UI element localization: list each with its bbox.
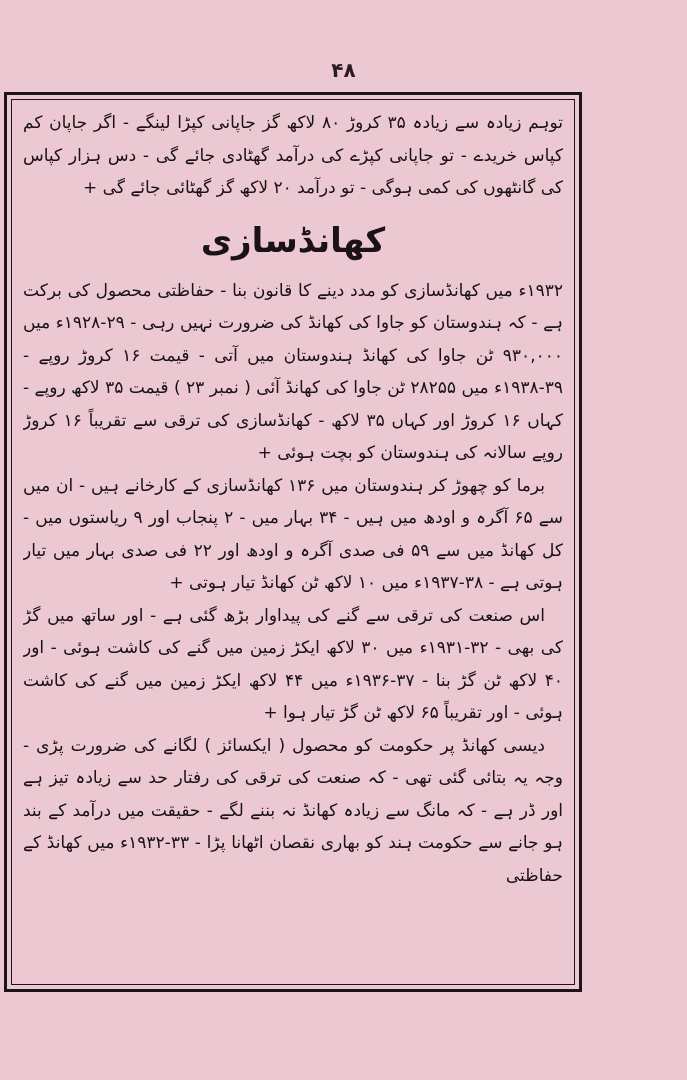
text-frame [4,92,582,992]
paragraph-2: برما کو چھوڑ کر ہندوستان میں ۱۳۶ کھانڈسازی کے کارخانے ہیں - ان میں سے ۶۵ آگرہ و اودھ میں ہیں - ۳۴ بہار میں - ۲ پنجاب اور ۹ ریاستوں میں - کل کھانڈ میں سے ۵۹ فی صدی آگرہ و اودھ اور ۲۲ فی صدی بہار میں تیار ہوتی ہے - ۳۸-۱۹۳۷ء میں ۱۰ لاکھ ٹن کھانڈ تیار ہوتی + [23,475,563,593]
section-heading: کھانڈسازی [200,220,386,261]
page-body [23,107,563,979]
paragraph-4: دیسی کھانڈ پر حکومت کو محصول ( ایکسائز ) لگانے کی ضرورت پڑی - وجہ یہ بتائی گئی تھی - کہ صنعت کی ترقی کی رفتار حد سے زیادہ تیز ہے اور ڈر ہے - کہ مانگ سے زیادہ کھانڈ نہ بننے لگے - حقیقت میں درآمد کے بند ہو جانے سے حکومت ہند کو بھاری نقصان اٹھانا پڑا - ۳۳-۱۹۳۲ء میں کھانڈ کے حفاظتی [23,735,563,886]
intro-paragraph: توہم زیادہ سے زیادہ ۳۵ کروڑ ۸۰ لاکھ گز جاپانی کپڑا لینگے - اگر جاپان کم کپاس خریدے - تو جاپانی کپڑے کی درآمد گھٹادی جائے گی - دس ہزار کپاس کی گانٹھوں کی کمی ہوگی - تو درآمد ۲۰ لاکھ گز گھٹائی جائے گی + [23,113,563,198]
paragraph-3: اس صنعت کی ترقی سے گنے کی پیداوار بڑھ گئی ہے - اور ساتھ میں گڑ کی بھی - ۳۲-۱۹۳۱ء میں ۳۰ لاکھ ایکڑ زمین میں گنے کی کاشت ہوئی - اور ۴۰ لاکھ ٹن گڑ بنا - ۳۷-۱۹۳۶ء میں ۴۴ لاکھ ایکڑ زمین میں گنے کی کاشت ہوئی - اور تقریباً ۶۵ لاکھ ٹن گڑ تیار ہوا + [23,605,563,723]
paragraph-1: ۱۹۳۲ء میں کھانڈسازی کو مدد دینے کا قانون بنا - حفاظتی محصول کی برکت ہے - کہ ہندوستان کو جاوا کی کھانڈ کی ضرورت نہیں رہی - ۲۹-۱۹۲۸ء میں ۹۳۰,۰۰۰ ٹن جاوا کی کھانڈ ہندوستان میں آتی - قیمت ۱۶ کروڑ روپے - ۳۹-۱۹۳۸ء میں ۲۸۲۵۵ ٹن جاوا کی کھانڈ آئی ( نمبر ۲۳ ) قیمت ۳۵ لاکھ روپے - کہاں ۱۶ کروڑ اور کہاں ۳۵ لاکھ - کھانڈسازی کی ترقی سے تقریباً ۱۶ کروڑ روپے سالانہ کی ہندوستان کو بچت ہوئی + [23,280,563,463]
page-number: ۴۸ [331,58,356,82]
